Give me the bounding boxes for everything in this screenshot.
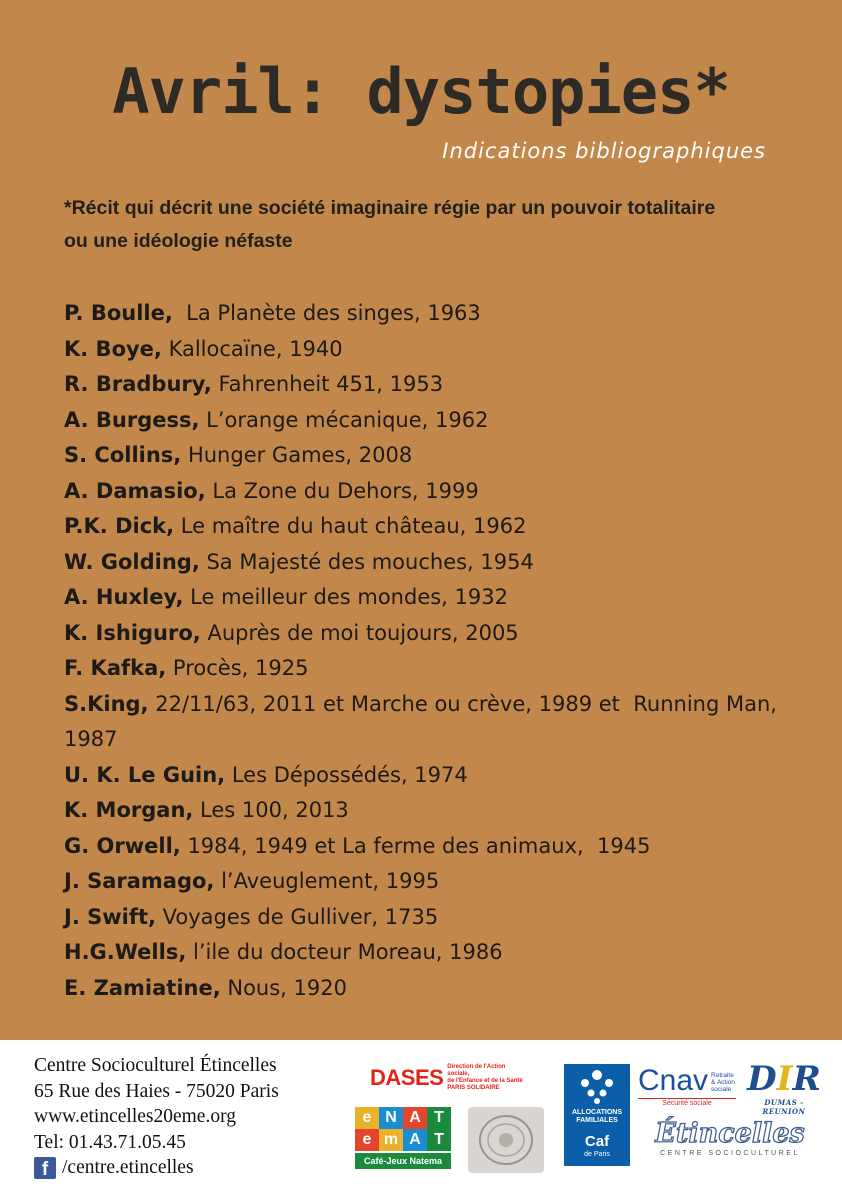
book-title: Le meilleur des mondes, 1932 (183, 585, 508, 609)
dir-letter-i: I (776, 1059, 793, 1099)
cnav-side-line1: Retraite (711, 1072, 734, 1079)
book-title: l’ile du docteur Moreau, 1986 (186, 940, 503, 964)
book-title: La Zone du Dehors, 1999 (205, 478, 479, 503)
cnav-side (711, 1072, 735, 1093)
book-title: Les Dépossédés, 1974 (225, 762, 468, 787)
book-author: R. Bradbury, (64, 372, 212, 396)
book-author: A. Huxley, (64, 585, 184, 609)
caf-line1: ALLOCATIONS (571, 1109, 623, 1116)
caf-logo (564, 1064, 630, 1166)
book-author: K. Ishiguro, (64, 620, 201, 645)
natema-tile: A (403, 1107, 427, 1129)
book-author: P. Boulle, (64, 301, 173, 325)
facebook-icon: f (34, 1157, 56, 1179)
book-title: Procès, 1925 (166, 656, 309, 680)
dir-wordmark (745, 1060, 823, 1098)
book-entry (64, 758, 794, 794)
dases-caption-line1: Direction de l'Action sociale, (447, 1064, 506, 1077)
cnav-logo (638, 1066, 736, 1107)
book-title: Hunger Games, 2008 (181, 443, 413, 467)
footer-contact (34, 1053, 279, 1181)
book-title: Les 100, 2013 (193, 798, 349, 822)
book-title: Auprès de moi toujours, 2005 (200, 620, 519, 645)
book-title: 22/11/63, 2011 et Marche ou crève, 1989 et Running Man, 1987 (64, 691, 784, 751)
dases-caption-line3: PARIS SOLIDAIRE (447, 1085, 500, 1091)
natema-tile: e (355, 1107, 379, 1129)
book-title: L’orange mécanique, 1962 (199, 407, 489, 432)
stamp-seal-icon (468, 1107, 544, 1173)
book-author: P.K. Dick, (64, 514, 175, 538)
natema-tile: e (355, 1129, 379, 1151)
book-author: F. Kafka, (64, 656, 167, 680)
dases-wordmark: DASES (370, 1065, 444, 1090)
book-author: S.King, (64, 691, 149, 716)
book-entry (64, 296, 794, 332)
natema-tile: m (379, 1129, 403, 1151)
book-entry (64, 651, 794, 687)
natema-tile: T (427, 1107, 451, 1129)
definition-note: *Récit qui décrit une société imaginaire régie par un pouvoir totalitaire ou une idéologie néfaste (64, 197, 716, 252)
book-entry (64, 545, 794, 581)
book-entry (64, 935, 794, 971)
book-entry (64, 829, 794, 865)
cnav-subtitle: Sécurité sociale (638, 1098, 736, 1107)
book-entry (64, 793, 794, 829)
natema-tile: A (403, 1129, 427, 1151)
book-author: G. Orwell, (64, 833, 181, 858)
dases-caption (447, 1064, 525, 1092)
book-entry (64, 403, 794, 439)
book-author: A. Burgess, (64, 407, 200, 432)
page-subtitle: Indications bibliographiques (442, 139, 766, 163)
book-title: Nous, 1920 (220, 975, 347, 1000)
cnav-side-line2: & Action (711, 1079, 735, 1086)
cnav-wordmark: Cnav (638, 1064, 709, 1097)
book-entry (64, 474, 794, 510)
caf-city: de Paris (584, 1151, 610, 1158)
book-author: W. Golding, (64, 549, 200, 574)
book-title: 1984, 1949 et La ferme des animaux, 1945 (180, 833, 651, 858)
book-author: S. Collins, (64, 443, 182, 467)
book-title: Kallocaïne, 1940 (161, 336, 343, 361)
book-entry (64, 332, 794, 368)
caf-family-icon (564, 1064, 630, 1109)
book-list (64, 296, 794, 1006)
etincelles-logo (655, 1118, 805, 1157)
centre-website[interactable]: www.etincelles20eme.org (34, 1106, 236, 1127)
book-title: Le maître du haut château, 1962 (174, 514, 527, 538)
book-entry (64, 616, 794, 652)
book-author: A. Damasio, (64, 478, 206, 503)
natema-tile: T (427, 1129, 451, 1151)
book-author: E. Zamiatine, (64, 975, 221, 1000)
book-entry (64, 580, 794, 616)
book-entry (64, 900, 794, 936)
dir-subtitle: DUMAS - REUNION (762, 1098, 806, 1116)
book-title: La Planète des singes, 1963 (172, 301, 481, 325)
book-author: J. Swift, (64, 904, 156, 929)
natema-logo (355, 1107, 451, 1169)
book-author: K. Boye, (64, 336, 162, 361)
natema-tile: N (379, 1107, 403, 1129)
dir-letter-r: R (792, 1059, 821, 1099)
caf-line2: FAMILIALES (576, 1117, 618, 1124)
page-title: Avril: dystopies* (112, 55, 730, 128)
book-title: Voyages de Gulliver, 1735 (155, 904, 439, 929)
book-author: K. Morgan, (64, 798, 194, 822)
centre-phone: Tel: 01.43.71.05.45 (34, 1131, 186, 1153)
book-entry (64, 509, 794, 545)
facebook-handle[interactable]: /centre.etincelles (62, 1157, 194, 1178)
natema-tiles (355, 1107, 451, 1151)
dir-logo (745, 1060, 823, 1116)
cnav-side-line3: sociale (711, 1086, 732, 1093)
dir-letter-d: D (747, 1059, 777, 1099)
book-entry (64, 438, 794, 474)
book-entry (64, 864, 794, 900)
book-title: Fahrenheit 451, 1953 (211, 372, 444, 396)
book-title: l’Aveuglement, 1995 (214, 869, 440, 893)
book-author: U. K. Le Guin, (64, 762, 226, 787)
book-entry (64, 687, 794, 758)
etincelles-wordmark: Étincelles (655, 1118, 805, 1149)
centre-address: 65 Rue des Haies - 75020 Paris (34, 1080, 279, 1102)
book-entry (64, 367, 794, 403)
natema-caption: Café-Jeux Natema (355, 1153, 451, 1169)
book-entry (64, 971, 794, 1007)
facebook-row[interactable] (34, 1155, 279, 1181)
dases-logo (370, 1064, 525, 1092)
caf-wordmark: Caf (584, 1133, 610, 1150)
etincelles-subtitle: CENTRE SOCIOCULTUREL (660, 1150, 800, 1157)
dases-caption-line2: de l'Enfance et de la Santé (447, 1078, 523, 1084)
book-author: H.G.Wells, (64, 940, 187, 964)
stamp-logo (468, 1107, 544, 1173)
book-title: Sa Majesté des mouches, 1954 (199, 549, 534, 574)
centre-name: Centre Socioculturel Étincelles (34, 1055, 277, 1076)
book-author: J. Saramago, (64, 869, 215, 893)
